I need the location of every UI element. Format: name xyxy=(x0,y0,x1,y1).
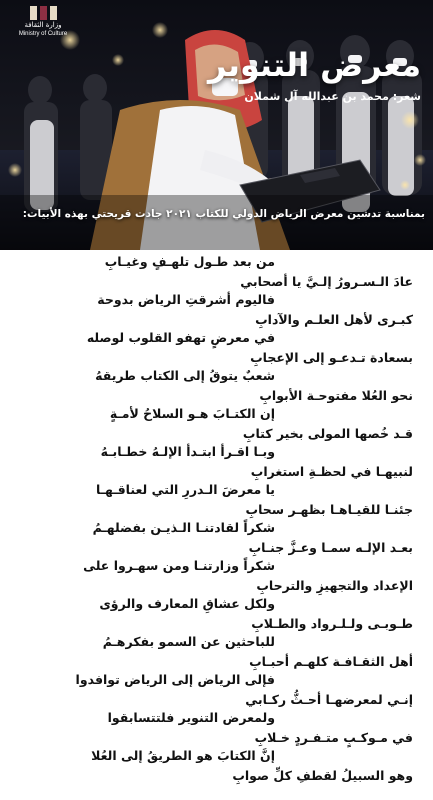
verse-line: إن الكتـابَ هـو السلاحُ لأمـةٍ xyxy=(109,406,275,421)
verse-line: فإلى الرياض إلى الرياض توافدوا xyxy=(75,672,275,687)
ministry-logo-mark xyxy=(8,6,78,20)
verse-line: إنَّ الكتابَ هو الطريقُ إلى العُلا xyxy=(91,748,275,763)
verse-line: في معرضٍ تهفو القلوب لوصله xyxy=(86,330,275,345)
verse-line: بعـد الإلـه سمـا وعـزَّ جنـابِ xyxy=(248,540,413,555)
verse-line: جئنـا للقيـاهـا بظهـر سحابِ xyxy=(245,502,413,517)
ministry-name-arabic: وزارة الثقافة xyxy=(24,21,62,29)
verse-line: لنبيهـا في لحظـةِ استغرابِ xyxy=(250,464,413,479)
verse-line: كبـرى لأهل العلـم والآدابِ xyxy=(255,312,413,327)
poem xyxy=(0,254,433,794)
verse-line: شكراً لقادتنـا الـذيـن بفضلهـمُ xyxy=(92,520,275,535)
verse-line: يا معرضَ الـدررِ التي لعناقـهـا xyxy=(96,482,275,497)
exhibition-title: معرض التنوير xyxy=(207,46,421,84)
verse-line: ولمعرض التنوير فلتتسابقوا xyxy=(107,710,275,725)
verse-line: في مـوكـبٍ متـفـردٍ خـلابِ xyxy=(254,730,413,745)
verse-line: ولكل عشاقِ المعارف والرؤى xyxy=(99,596,275,611)
occasion-caption: بمناسبة تدشين معرض الرياض الدولي للكتاب ٢٠٢١ جادت قريحتي بهذه الأبيات: xyxy=(22,208,425,220)
verse-line: طـوبـى ولـلـرواد والطـلابِ xyxy=(251,616,413,631)
verse-line: الإعداد والتجهيزِ والترحابِ xyxy=(256,578,413,593)
verse-line: فاليوم أشرقتِ الرياض بدوحة xyxy=(97,292,275,307)
verse-line: من بعد طـول تلهـفٍ وغيـابِ xyxy=(104,254,275,269)
verse-line: قـد خُصها المولى بخير كتابِ xyxy=(242,426,413,441)
verse-line: بسعادة تـدعـو إلى الإعجابِ xyxy=(250,350,413,365)
poet-credit: شعر: محمد بن عبدالله آل شملان xyxy=(244,90,421,103)
verse-line: عادَ الـسـرورُ إلـيَّ يا أصحابي xyxy=(240,274,413,289)
verse-line: وهو السبيلُ لقطفِ كلِّ صوابِ xyxy=(232,768,413,783)
verse-line: شعبٌ يتوقُ إلى الكتاب طريقهُ xyxy=(95,368,275,383)
verse-line: وبـا اقـرأ ابتـدأ الإلـهُ خطـابـهُ xyxy=(100,444,275,459)
verse-line: للباحثين عن السمو بفكرهـمُ xyxy=(102,634,275,649)
ministry-logo xyxy=(8,6,78,40)
header-photo xyxy=(0,0,433,250)
verse-line: شكراً وزارتنـا ومن سهـروا على xyxy=(83,558,275,573)
verse-line: إنـي لمعرضهـا أحـثُّ ركـابي xyxy=(245,692,413,707)
ministry-name-english: Ministry of Culture xyxy=(18,31,68,37)
verse-line: أهل الثقـافـة كلهـم أحبـابِ xyxy=(249,654,413,669)
verse-line: نحو العُلا مفتوحـة الأبوابِ xyxy=(259,388,413,403)
